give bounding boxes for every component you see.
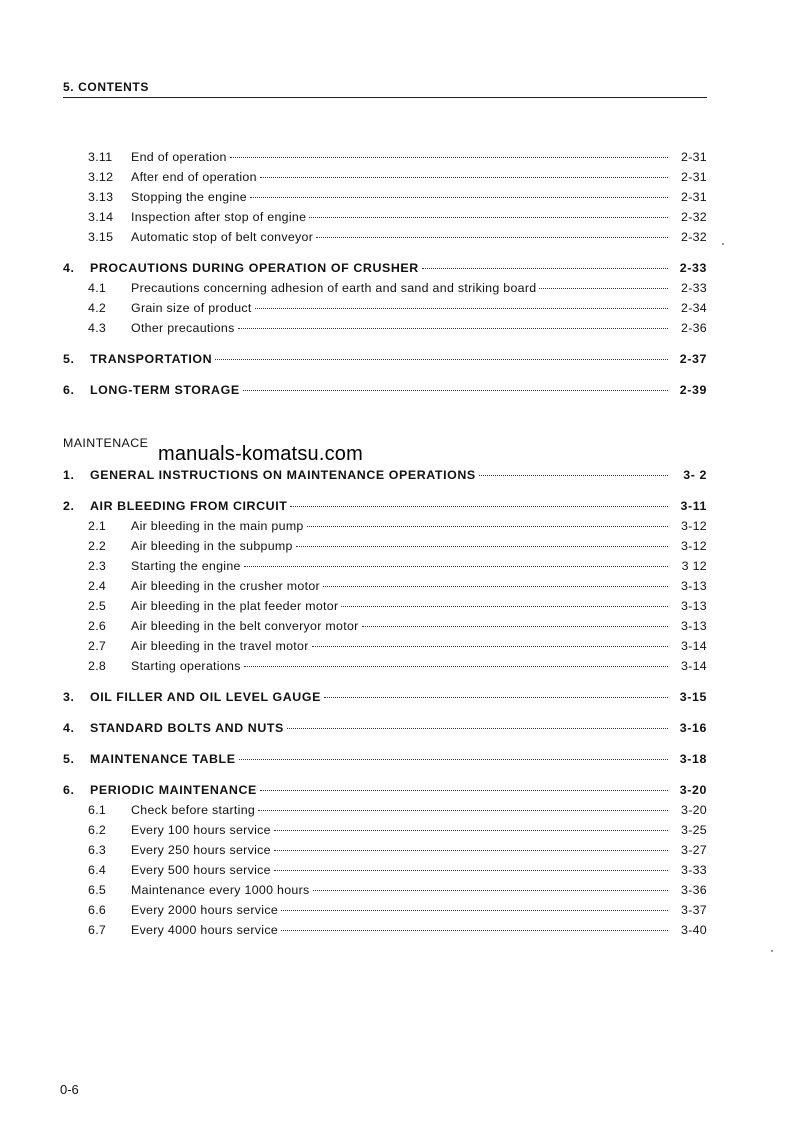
toc-entry-title-text: Every 2000 hours service (131, 903, 279, 917)
toc-entry-page: 2-33 (681, 281, 707, 295)
toc-entry-number: 3. (63, 690, 75, 704)
toc-entry-row (0, 579, 793, 595)
toc-entry-row (0, 519, 793, 535)
toc-entry-number: 6.1 (88, 803, 107, 817)
toc-entry-number: 4.3 (88, 321, 107, 335)
toc-entry-number: 4.2 (88, 301, 107, 315)
toc-entry-row (0, 863, 793, 879)
dot-leader (313, 890, 668, 891)
watermark-text: manuals-komatsu.com (158, 443, 363, 465)
toc-entry-title (131, 579, 668, 593)
toc-entry-number: 2.2 (88, 539, 107, 553)
toc-entry-title (131, 281, 668, 295)
toc-entry-title (131, 803, 668, 817)
toc-entry-title-text: Every 500 hours service (131, 863, 271, 877)
toc-entry-title (90, 352, 668, 366)
toc-chapter-row (0, 752, 793, 768)
toc-entry-title (131, 539, 668, 553)
toc-entry-page: 3 12 (681, 559, 707, 573)
toc-entry-number: 6.6 (88, 903, 107, 917)
dot-leader (238, 328, 668, 329)
toc-entry-page: 2-31 (681, 170, 707, 184)
dot-leader (243, 390, 668, 391)
toc-entry-number: 2.5 (88, 599, 107, 613)
toc-entry-number: 2.1 (88, 519, 107, 533)
toc-entry-title-text: Air bleeding in the subpump (131, 539, 293, 553)
dot-leader (362, 626, 668, 627)
toc-entry-page: 3-20 (681, 803, 707, 817)
dot-leader (239, 759, 668, 760)
toc-entry-number: 4.1 (88, 281, 107, 295)
toc-entry-title-text: After end of operation (131, 170, 257, 184)
toc-entry-number: 6. (63, 783, 75, 797)
toc-entry-row (0, 803, 793, 819)
toc-entry-title (131, 190, 668, 204)
toc-entry-number: 6.5 (88, 883, 107, 897)
toc-entry-row (0, 903, 793, 919)
toc-entry-title-text: MAINTENANCE TABLE (90, 752, 236, 766)
dot-leader (479, 475, 668, 476)
toc-entry-title-text: Air bleeding in the crusher motor (131, 579, 320, 593)
toc-entry-number: 2.7 (88, 639, 107, 653)
toc-entry-title-text: Inspection after stop of engine (131, 210, 307, 224)
toc-entry-row (0, 301, 793, 317)
toc-entry-page: 3-16 (679, 721, 707, 735)
toc-entry-number: 2. (63, 499, 75, 513)
dot-leader (287, 728, 668, 729)
toc-entry-row (0, 923, 793, 939)
toc-entry-title (131, 903, 668, 917)
dot-leader (258, 810, 668, 811)
toc-entry-title-text: Precautions concerning adhesion of earth and sand and striking board (131, 281, 537, 295)
toc-entry-title-text: OIL FILLER AND OIL LEVEL GAUGE (90, 690, 321, 704)
page-number: 0-6 (60, 1082, 79, 1097)
dot-leader (250, 197, 668, 198)
toc-entry-row (0, 321, 793, 337)
toc-entry-page: 3-13 (681, 579, 707, 593)
toc-entry-title-text: AIR BLEEDING FROM CIRCUIT (90, 499, 288, 513)
toc-entry-page: 3-40 (681, 923, 707, 937)
toc-entry-page: 3-36 (681, 883, 707, 897)
toc-entry-title (131, 301, 668, 315)
toc-entry-page: 3-18 (679, 752, 707, 766)
dot-leader (309, 217, 668, 218)
toc-entry-title (131, 599, 668, 613)
toc-entry-row (0, 170, 793, 186)
toc-entry-page: 2-37 (679, 352, 707, 366)
dot-leader (290, 506, 668, 507)
toc-entry-row (0, 539, 793, 555)
toc-chapter-row (0, 783, 793, 799)
toc-entry-number: 2.8 (88, 659, 107, 673)
toc-entry-row (0, 190, 793, 206)
toc-entry-title-text: Every 4000 hours service (131, 923, 279, 937)
toc-entry-number: 6. (63, 383, 75, 397)
toc-entry-title (90, 499, 668, 513)
toc-entry-title-text: Air bleeding in the main pump (131, 519, 304, 533)
toc-entry-title (90, 690, 668, 704)
toc-entry-title-text: Air bleeding in the travel motor (131, 639, 309, 653)
toc-entry-title-text: Starting operations (131, 659, 241, 673)
maintenance-section-label: MAINTENACE (63, 436, 149, 450)
dot-leader (244, 666, 668, 667)
toc-chapter-row (0, 721, 793, 737)
toc-entry-title-text: TRANSPORTATION (90, 352, 213, 366)
toc-entry-number: 6.7 (88, 923, 107, 937)
toc-entry-number: 5. (63, 752, 75, 766)
toc-entry-row (0, 619, 793, 635)
toc-entry-number: 3.11 (88, 150, 113, 164)
toc-entry-row (0, 150, 793, 166)
toc-entry-title-text: STANDARD BOLTS AND NUTS (90, 721, 284, 735)
dot-leader (539, 288, 668, 289)
toc-entry-number: 2.3 (88, 559, 107, 573)
toc-entry-title-text: LONG-TERM STORAGE (90, 383, 240, 397)
page-title: 5. CONTENTS (63, 80, 149, 94)
toc-entry-title-text: Air bleeding in the plat feeder motor (131, 599, 339, 613)
toc-entry-row (0, 639, 793, 655)
toc-entry-title (90, 783, 668, 797)
dot-leader (274, 850, 668, 851)
toc-entry-row (0, 210, 793, 226)
toc-entry-title (131, 659, 668, 673)
toc-entry-title (90, 468, 668, 482)
toc-entry-title (131, 230, 668, 244)
toc-entry-title-text: Grain size of product (131, 301, 252, 315)
toc-entry-page: 3-20 (679, 783, 707, 797)
toc-entry-title-text: Other precautions (131, 321, 235, 335)
toc-entry-title-text: Stopping the engine (131, 190, 247, 204)
toc-entry-number: 6.4 (88, 863, 107, 877)
dot-leader (274, 830, 668, 831)
toc-entry-page: 3-12 (681, 539, 707, 553)
scan-speck (771, 950, 773, 952)
toc-entry-page: 3-37 (681, 903, 707, 917)
toc-entry-title (131, 843, 668, 857)
scan-speck (722, 243, 724, 245)
toc-entry-row (0, 281, 793, 297)
toc-entry-page: 3-27 (681, 843, 707, 857)
dot-leader (307, 526, 668, 527)
toc-chapter-row (0, 383, 793, 399)
toc-entry-row (0, 883, 793, 899)
toc-entry-title (90, 721, 668, 735)
toc-entry-number: 3.13 (88, 190, 114, 204)
toc-chapter-row (0, 352, 793, 368)
dot-leader (260, 790, 668, 791)
dot-leader (324, 697, 668, 698)
dot-leader (341, 606, 668, 607)
toc-entry-title (131, 559, 668, 573)
toc-entry-title-text: Automatic stop of belt conveyor (131, 230, 314, 244)
dot-leader (312, 646, 668, 647)
toc-chapter-row (0, 690, 793, 706)
toc-entry-title (131, 170, 668, 184)
toc-entry-row (0, 823, 793, 839)
dot-leader (323, 586, 668, 587)
toc-entry-title-text: Every 250 hours service (131, 843, 271, 857)
toc-entry-page: 3-11 (680, 499, 707, 513)
toc-entry-row (0, 599, 793, 615)
toc-entry-page: 3-15 (679, 690, 707, 704)
toc-chapter-row (0, 468, 793, 484)
dot-leader (255, 308, 668, 309)
toc-entry-number: 4. (63, 721, 75, 735)
toc-entry-page: 3-13 (681, 619, 707, 633)
dot-leader (281, 910, 668, 911)
toc-entry-row (0, 659, 793, 675)
toc-entry-number: 3.14 (88, 210, 114, 224)
toc-entry-title-text: PROCAUTIONS DURING OPERATION OF CRUSHER (90, 261, 419, 275)
toc-entry-page: 3-12 (681, 519, 707, 533)
toc-entry-title-text: Starting the engine (131, 559, 241, 573)
toc-entry-title (131, 321, 668, 335)
dot-leader (215, 359, 668, 360)
toc-entry-title (131, 619, 668, 633)
toc-entry-number: 4. (63, 261, 75, 275)
toc-entry-page: 2-33 (679, 261, 707, 275)
toc-entry-number: 2.6 (88, 619, 107, 633)
toc-entry-row (0, 843, 793, 859)
toc-entry-row (0, 559, 793, 575)
toc-entry-title (131, 823, 668, 837)
toc-entry-row (0, 230, 793, 246)
toc-entry-title-text: GENERAL INSTRUCTIONS ON MAINTENANCE OPERATIONS (90, 468, 476, 482)
toc-entry-title (131, 883, 668, 897)
dot-leader (244, 566, 668, 567)
toc-entry-page: 2-31 (681, 150, 707, 164)
toc-entry-page: 2-32 (681, 230, 707, 244)
toc-entry-title (90, 752, 668, 766)
toc-chapter-row (0, 261, 793, 277)
toc-entry-title (131, 863, 668, 877)
dot-leader (281, 930, 668, 931)
toc-entry-title-text: Maintenance every 1000 hours (131, 883, 310, 897)
toc-entry-title (90, 261, 668, 275)
toc-entry-page: 2-32 (681, 210, 707, 224)
toc-entry-page: 3-14 (681, 659, 707, 673)
toc-entry-number: 3.15 (88, 230, 114, 244)
dot-leader (296, 546, 668, 547)
toc-entry-page: 2-36 (681, 321, 707, 335)
toc-entry-page: 2-34 (681, 301, 707, 315)
toc-entry-number: 5. (63, 352, 75, 366)
toc-entry-page: 2-31 (681, 190, 707, 204)
dot-leader (274, 870, 668, 871)
dot-leader (316, 237, 668, 238)
toc-entry-number: 6.3 (88, 843, 107, 857)
page-header (63, 80, 707, 98)
toc-chapter-row (0, 499, 793, 515)
toc-entry-title-text: Every 100 hours service (131, 823, 271, 837)
toc-entry-number: 6.2 (88, 823, 107, 837)
toc-entry-page: 3-13 (681, 599, 707, 613)
toc-entry-page: 3-25 (681, 823, 707, 837)
dot-leader (422, 268, 668, 269)
toc-entry-page: 3- 2 (683, 468, 707, 482)
toc-entry-number: 2.4 (88, 579, 107, 593)
dot-leader (230, 157, 668, 158)
toc-entry-number: 1. (63, 468, 75, 482)
toc-entry-page: 2-39 (679, 383, 707, 397)
toc-entry-title (131, 639, 668, 653)
toc-entry-title-text: End of operation (131, 150, 227, 164)
toc-entry-title-text: PERIODIC MAINTENANCE (90, 783, 257, 797)
toc-entry-page: 3-14 (681, 639, 707, 653)
toc-entry-page: 3-33 (681, 863, 707, 877)
toc-entry-title (131, 210, 668, 224)
toc-entry-title (90, 383, 668, 397)
toc-entry-title (131, 923, 668, 937)
toc-entry-title-text: Check before starting (131, 803, 256, 817)
toc-entry-title (131, 150, 668, 164)
toc-entry-title (131, 519, 668, 533)
toc-entry-number: 3.12 (88, 170, 114, 184)
dot-leader (260, 177, 668, 178)
toc-entry-title-text: Air bleeding in the belt converyor motor (131, 619, 359, 633)
